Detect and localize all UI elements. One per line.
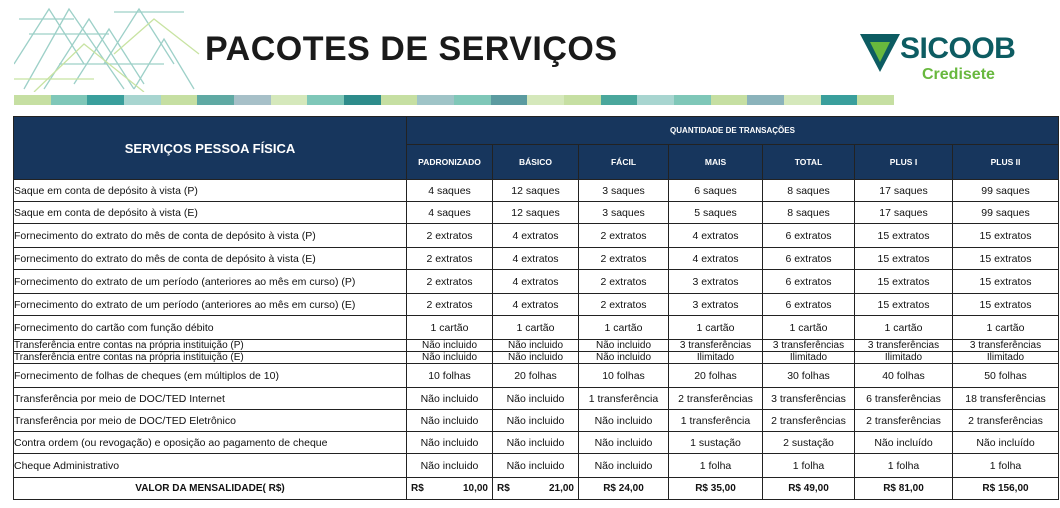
package-value: Não incluido: [579, 454, 669, 478]
column-header: PLUS I: [855, 145, 953, 180]
color-strip: [14, 95, 894, 105]
table-row: [14, 454, 1059, 478]
strip-segment: [564, 95, 601, 105]
package-value: 4 extratos: [493, 294, 579, 316]
package-value: 99 saques: [953, 180, 1059, 202]
package-value: 1 cartão: [763, 316, 855, 340]
package-value: Não incluido: [407, 454, 493, 478]
package-value: 6 extratos: [763, 294, 855, 316]
package-value: Não incluido: [493, 340, 579, 352]
service-name: Fornecimento do extrato do mês de conta de depósito à vista (E): [14, 248, 407, 270]
strip-segment: [857, 95, 894, 105]
package-value: 15 extratos: [855, 224, 953, 248]
package-value: 3 saques: [579, 202, 669, 224]
service-name: Cheque Administrativo: [14, 454, 407, 478]
decorative-logo-lines: [14, 4, 204, 92]
table-row: [14, 364, 1059, 388]
package-value: 2 transferências: [763, 410, 855, 432]
package-value: 4 extratos: [669, 224, 763, 248]
package-value: Ilimitado: [953, 352, 1059, 364]
strip-segment: [491, 95, 528, 105]
package-value: 15 extratos: [855, 270, 953, 294]
strip-segment: [711, 95, 748, 105]
package-value: 8 saques: [763, 180, 855, 202]
package-value: 17 saques: [855, 180, 953, 202]
package-value: 6 saques: [669, 180, 763, 202]
package-value: 15 extratos: [953, 224, 1059, 248]
currency-symbol: R$: [411, 483, 424, 494]
package-value: 12 saques: [493, 180, 579, 202]
package-value: Não incluido: [493, 410, 579, 432]
package-value: 15 extratos: [855, 248, 953, 270]
package-value: 1 folha: [953, 454, 1059, 478]
table-row: [14, 202, 1059, 224]
strip-segment: [124, 95, 161, 105]
package-value: 10 folhas: [407, 364, 493, 388]
package-value: 1 cartão: [407, 316, 493, 340]
strip-segment: [234, 95, 271, 105]
column-header: BÁSICO: [493, 145, 579, 180]
services-header: SERVIÇOS PESSOA FÍSICA: [14, 117, 407, 180]
service-name: Transferência entre contas na própria instituição (E): [14, 352, 407, 364]
strip-segment: [784, 95, 821, 105]
table-row: [14, 180, 1059, 202]
strip-segment: [161, 95, 198, 105]
package-value: 3 transferências: [953, 340, 1059, 352]
package-value: 2 extratos: [407, 248, 493, 270]
currency-symbol: R$: [497, 483, 510, 494]
strip-segment: [381, 95, 418, 105]
package-value: 2 transferências: [953, 410, 1059, 432]
package-value: 3 transferências: [763, 388, 855, 410]
package-value: 2 extratos: [579, 224, 669, 248]
brand-subtitle: Credisete: [922, 66, 995, 83]
package-value: 6 transferências: [855, 388, 953, 410]
price-wrapper: [407, 483, 492, 494]
monthly-fee-value: [407, 478, 493, 500]
package-value: 1 cartão: [669, 316, 763, 340]
package-value: 10 folhas: [579, 364, 669, 388]
package-value: 2 extratos: [579, 270, 669, 294]
service-name: Transferência por meio de DOC/TED Internet: [14, 388, 407, 410]
brand-logo: [860, 30, 1060, 90]
price-amount: 21,00: [548, 483, 574, 494]
service-name: Fornecimento do extrato do mês de conta de depósito à vista (P): [14, 224, 407, 248]
package-value: 2 extratos: [407, 224, 493, 248]
package-value: 18 transferências: [953, 388, 1059, 410]
table-row: [14, 294, 1059, 316]
strip-segment: [14, 95, 51, 105]
monthly-fee-value: [493, 478, 579, 500]
monthly-fee-row: [14, 478, 1059, 500]
package-value: 1 cartão: [579, 316, 669, 340]
service-name: Fornecimento do extrato de um período (anteriores ao mês em curso) (P): [14, 270, 407, 294]
monthly-fee-value: R$ 35,00: [669, 478, 763, 500]
strip-segment: [197, 95, 234, 105]
package-value: Não incluído: [855, 432, 953, 454]
strip-segment: [601, 95, 638, 105]
column-header: FÁCIL: [579, 145, 669, 180]
package-value: 2 transferências: [669, 388, 763, 410]
strip-segment: [307, 95, 344, 105]
package-value: 1 folha: [669, 454, 763, 478]
package-value: 1 transferência: [669, 410, 763, 432]
package-value: 4 saques: [407, 202, 493, 224]
monthly-fee-value: R$ 49,00: [763, 478, 855, 500]
table-body: [14, 180, 1059, 500]
price-amount: 10,00: [462, 483, 488, 494]
strip-segment: [344, 95, 381, 105]
services-table: [13, 116, 1059, 500]
package-value: 1 cartão: [493, 316, 579, 340]
package-value: 4 extratos: [493, 248, 579, 270]
package-value: 2 extratos: [407, 294, 493, 316]
strip-segment: [454, 95, 491, 105]
page-title: PACOTES DE SERVIÇOS: [205, 30, 618, 68]
service-name: Fornecimento do cartão com função débito: [14, 316, 407, 340]
service-name: Fornecimento de folhas de cheques (em múltiplos de 10): [14, 364, 407, 388]
package-value: 6 extratos: [763, 248, 855, 270]
package-value: 15 extratos: [855, 294, 953, 316]
package-value: 50 folhas: [953, 364, 1059, 388]
column-header: TOTAL: [763, 145, 855, 180]
package-value: Não incluido: [579, 340, 669, 352]
strip-segment: [674, 95, 711, 105]
service-name: Transferência por meio de DOC/TED Eletrônico: [14, 410, 407, 432]
package-value: Não incluido: [579, 352, 669, 364]
package-value: 4 extratos: [669, 248, 763, 270]
package-value: 3 transferências: [669, 340, 763, 352]
quantity-header: QUANTIDADE DE TRANSAÇÕES: [407, 117, 1059, 145]
package-value: 2 transferências: [855, 410, 953, 432]
package-value: Não incluido: [407, 410, 493, 432]
monthly-fee-value: R$ 156,00: [953, 478, 1059, 500]
package-value: 6 extratos: [763, 270, 855, 294]
strip-segment: [821, 95, 858, 105]
table-row: [14, 388, 1059, 410]
service-name: Fornecimento do extrato de um período (anteriores ao mês em curso) (E): [14, 294, 407, 316]
package-value: 20 folhas: [669, 364, 763, 388]
package-value: 20 folhas: [493, 364, 579, 388]
package-value: Ilimitado: [763, 352, 855, 364]
package-value: Não incluido: [579, 410, 669, 432]
service-name: Contra ordem (ou revogação) e oposição ao pagamento de cheque: [14, 432, 407, 454]
column-header: PADRONIZADO: [407, 145, 493, 180]
package-value: 1 sustação: [669, 432, 763, 454]
brand-name: SICOOB: [900, 32, 1016, 65]
package-value: Não incluido: [493, 352, 579, 364]
table-row: [14, 352, 1059, 364]
package-value: 1 folha: [763, 454, 855, 478]
monthly-fee-value: R$ 81,00: [855, 478, 953, 500]
column-header: MAIS: [669, 145, 763, 180]
package-value: 3 saques: [579, 180, 669, 202]
table-row: [14, 248, 1059, 270]
table-row: [14, 340, 1059, 352]
strip-segment: [747, 95, 784, 105]
table-row: [14, 270, 1059, 294]
package-value: 99 saques: [953, 202, 1059, 224]
price-wrapper: [493, 483, 578, 494]
package-value: 2 extratos: [579, 248, 669, 270]
package-value: Não incluido: [407, 388, 493, 410]
table-row: [14, 224, 1059, 248]
service-name: Saque em conta de depósito à vista (P): [14, 180, 407, 202]
package-value: 4 extratos: [493, 224, 579, 248]
column-header: PLUS II: [953, 145, 1059, 180]
package-value: 4 extratos: [493, 270, 579, 294]
package-value: 15 extratos: [953, 270, 1059, 294]
package-value: 2 sustação: [763, 432, 855, 454]
package-value: 3 extratos: [669, 294, 763, 316]
package-value: 15 extratos: [953, 294, 1059, 316]
package-value: 3 extratos: [669, 270, 763, 294]
package-value: 1 cartão: [953, 316, 1059, 340]
package-value: 30 folhas: [763, 364, 855, 388]
package-value: Não incluido: [493, 454, 579, 478]
strip-segment: [527, 95, 564, 105]
strip-segment: [417, 95, 454, 105]
sicoob-icon: [860, 30, 900, 74]
package-value: Ilimitado: [855, 352, 953, 364]
service-name: Saque em conta de depósito à vista (E): [14, 202, 407, 224]
package-value: Não incluído: [953, 432, 1059, 454]
strip-segment: [87, 95, 124, 105]
package-value: 1 transferência: [579, 388, 669, 410]
monthly-fee-value: R$ 24,00: [579, 478, 669, 500]
package-value: Não incluido: [579, 432, 669, 454]
package-value: 5 saques: [669, 202, 763, 224]
package-value: 17 saques: [855, 202, 953, 224]
package-value: 40 folhas: [855, 364, 953, 388]
package-value: 3 transferências: [763, 340, 855, 352]
package-value: 4 saques: [407, 180, 493, 202]
table-row: [14, 410, 1059, 432]
package-value: 2 extratos: [407, 270, 493, 294]
package-value: 12 saques: [493, 202, 579, 224]
package-value: 2 extratos: [579, 294, 669, 316]
package-value: 8 saques: [763, 202, 855, 224]
table-row: [14, 432, 1059, 454]
package-value: Não incluido: [493, 388, 579, 410]
package-value: Não incluido: [407, 432, 493, 454]
package-value: Não incluido: [407, 352, 493, 364]
service-name: Transferência entre contas na própria instituição (P): [14, 340, 407, 352]
strip-segment: [271, 95, 308, 105]
package-value: Ilimitado: [669, 352, 763, 364]
package-value: Não incluido: [493, 432, 579, 454]
package-value: 1 cartão: [855, 316, 953, 340]
package-value: 1 folha: [855, 454, 953, 478]
package-value: 15 extratos: [953, 248, 1059, 270]
package-value: Não incluido: [407, 340, 493, 352]
package-value: 6 extratos: [763, 224, 855, 248]
strip-segment: [51, 95, 88, 105]
table-row: [14, 316, 1059, 340]
package-value: 3 transferências: [855, 340, 953, 352]
monthly-fee-label: VALOR DA MENSALIDADE( R$): [14, 478, 407, 500]
strip-segment: [637, 95, 674, 105]
